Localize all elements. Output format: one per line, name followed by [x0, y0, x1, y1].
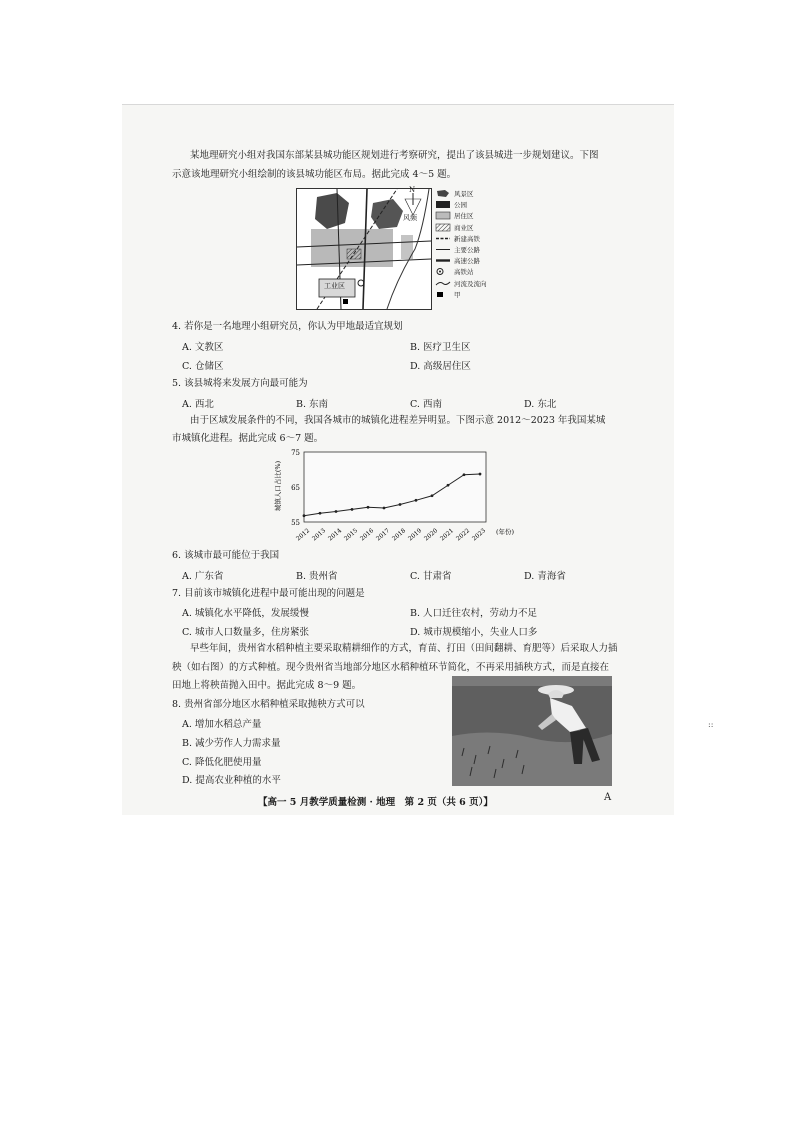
- q6-option-a: A. 广东省: [182, 571, 224, 582]
- legend-item: 新建高铁: [436, 233, 526, 244]
- intro3-line-1: 早些年间，贵州省水稻种植主要采取精耕细作的方式，育苗、打田（田间翻耕、育肥等）后采取人力插: [190, 643, 618, 654]
- legend-item: 商业区: [436, 222, 526, 233]
- wind-label: 风频: [403, 214, 417, 222]
- rice-transplanting-photo: [452, 676, 612, 786]
- intro2-line-1: 由于区域发展条件的不同，我国各城市的城镇化进程差异明显。下图示意 2012～2023 年我国某城: [190, 415, 606, 426]
- scenic-area-west: [315, 193, 349, 229]
- residential-icon: [436, 212, 450, 219]
- q7-option-b: B. 人口迁往农村，劳动力不足: [410, 608, 538, 619]
- data-point: [335, 510, 338, 513]
- highway-icon: [436, 257, 450, 264]
- x-tick-label: 2014: [326, 527, 344, 543]
- scenic-icon: [436, 190, 450, 197]
- x-axis-label: (年份): [496, 528, 515, 536]
- x-tick-label: 2019: [406, 527, 424, 543]
- q8-option-a: A. 增加水稻总产量: [182, 719, 262, 730]
- q5-option-d: D. 东北: [524, 399, 557, 410]
- x-tick-label: 2018: [390, 527, 408, 543]
- q4-stem: 4. 若你是一名地理小组研究员，你认为甲地最适宜规划: [172, 321, 403, 332]
- intro3-line-2: 秧（如右图）的方式种植。现今贵州省当地部分地区水稻种植环节简化，不再采用插秧方式，而是直接在: [172, 662, 610, 673]
- park-icon: [436, 201, 450, 208]
- legend-item: 居住区: [436, 210, 526, 221]
- q5-option-a: A. 西北: [182, 399, 214, 410]
- x-tick-label: 2016: [358, 527, 376, 543]
- x-tick-label: 2021: [438, 527, 456, 543]
- river-icon: [436, 280, 450, 287]
- x-tick-label: 2020: [422, 527, 440, 543]
- industry-label: 工业区: [324, 282, 345, 290]
- data-point: [351, 508, 354, 511]
- data-point: [479, 473, 482, 476]
- q4-option-c: C. 仓储区: [182, 361, 224, 372]
- y-tick-label: 65: [291, 484, 300, 492]
- y-tick-label: 75: [291, 449, 300, 457]
- q8-option-b: B. 减少劳作人力需求量: [182, 738, 281, 749]
- x-tick-label: 2015: [342, 527, 360, 543]
- q7-option-c: C. 城市人口数量多，住房紧张: [182, 627, 309, 638]
- data-point: [415, 499, 418, 502]
- data-point: [431, 494, 434, 497]
- q6-option-c: C. 甘肃省: [410, 571, 452, 582]
- site-icon: [436, 291, 450, 298]
- y-axis-label: 城镇人口占比(%): [274, 460, 282, 512]
- road-icon: [436, 246, 450, 253]
- q8-option-d: D. 提高农业种植的水平: [182, 775, 281, 786]
- north-label: N: [409, 186, 416, 194]
- legend-item: 主要公路: [436, 244, 526, 255]
- side-mark: ::: [708, 720, 714, 729]
- q5-option-c: C. 西南: [410, 399, 442, 410]
- intro3-line-3: 田地上将秧苗抛入田中。据此完成 8～9 题。: [172, 680, 362, 691]
- legend-item: 高速公路: [436, 255, 526, 266]
- urbanization-chart-svg: [268, 446, 515, 543]
- data-point: [367, 506, 370, 509]
- x-tick-label: 2012: [294, 527, 312, 543]
- intro2-line-2: 市城镇化进程。据此完成 6～7 题。: [172, 433, 324, 444]
- q8-option-c: C. 降低化肥使用量: [182, 757, 262, 768]
- map-legend: [436, 188, 526, 300]
- data-point: [463, 473, 466, 476]
- q5-stem: 5. 该县城将来发展方向最可能为: [172, 378, 308, 389]
- q6-stem: 6. 该城市最可能位于我国: [172, 550, 280, 561]
- intro-line-1: 某地理研究小组对我国东部某县城功能区规划进行考察研究，提出了该县城进一步规划建议。下图: [190, 150, 599, 161]
- data-point: [399, 503, 402, 506]
- urbanization-chart: [268, 446, 515, 543]
- county-map-drawing: [297, 189, 431, 309]
- q6-option-b: B. 贵州省: [296, 571, 338, 582]
- commercial-icon: [436, 224, 450, 231]
- y-tick-label: 55: [291, 519, 300, 527]
- railway-icon: [436, 235, 450, 242]
- q5-option-b: B. 东南: [296, 399, 329, 410]
- legend-item: 河流及流向: [436, 278, 526, 289]
- legend-item: 公园: [436, 199, 526, 210]
- page-letter: A: [604, 792, 612, 803]
- legend-item: 高铁站: [436, 266, 526, 277]
- legend-item: 甲: [436, 289, 526, 300]
- q4-option-a: A. 文教区: [182, 342, 224, 353]
- q4-option-b: B. 医疗卫生区: [410, 342, 471, 353]
- data-point: [383, 507, 386, 510]
- x-tick-label: 2023: [470, 527, 488, 543]
- q6-option-d: D. 青海省: [524, 571, 566, 582]
- station-icon: [436, 268, 450, 275]
- q7-option-d: D. 城市规模缩小，失业人口多: [410, 627, 538, 638]
- x-tick-label: 2022: [454, 527, 472, 543]
- data-point: [303, 514, 306, 517]
- plot-area: [304, 452, 486, 522]
- x-tick-label: 2017: [374, 527, 392, 543]
- data-point: [447, 484, 450, 487]
- site-jia: [343, 299, 348, 304]
- county-map: [296, 188, 432, 310]
- x-tick-label: 2013: [310, 527, 328, 543]
- q4-option-d: D. 高级居住区: [410, 361, 471, 372]
- q7-stem: 7. 目前该市城镇化进程中最可能出现的问题是: [172, 588, 365, 599]
- page-footer: 【高一 5 月教学质量检测 · 地理 第 2 页（共 6 页）】: [258, 797, 493, 808]
- data-point: [319, 512, 322, 515]
- q8-stem: 8. 贵州省部分地区水稻种植采取抛秧方式可以: [172, 699, 365, 710]
- legend-item: 风景区: [436, 188, 526, 199]
- intro-line-2: 示意该地理研究小组绘制的该县城功能区布局。据此完成 4～5 题。: [172, 169, 457, 180]
- q7-option-a: A. 城镇化水平降低，发展缓慢: [182, 608, 309, 619]
- rice-photo-drawing: [452, 676, 612, 786]
